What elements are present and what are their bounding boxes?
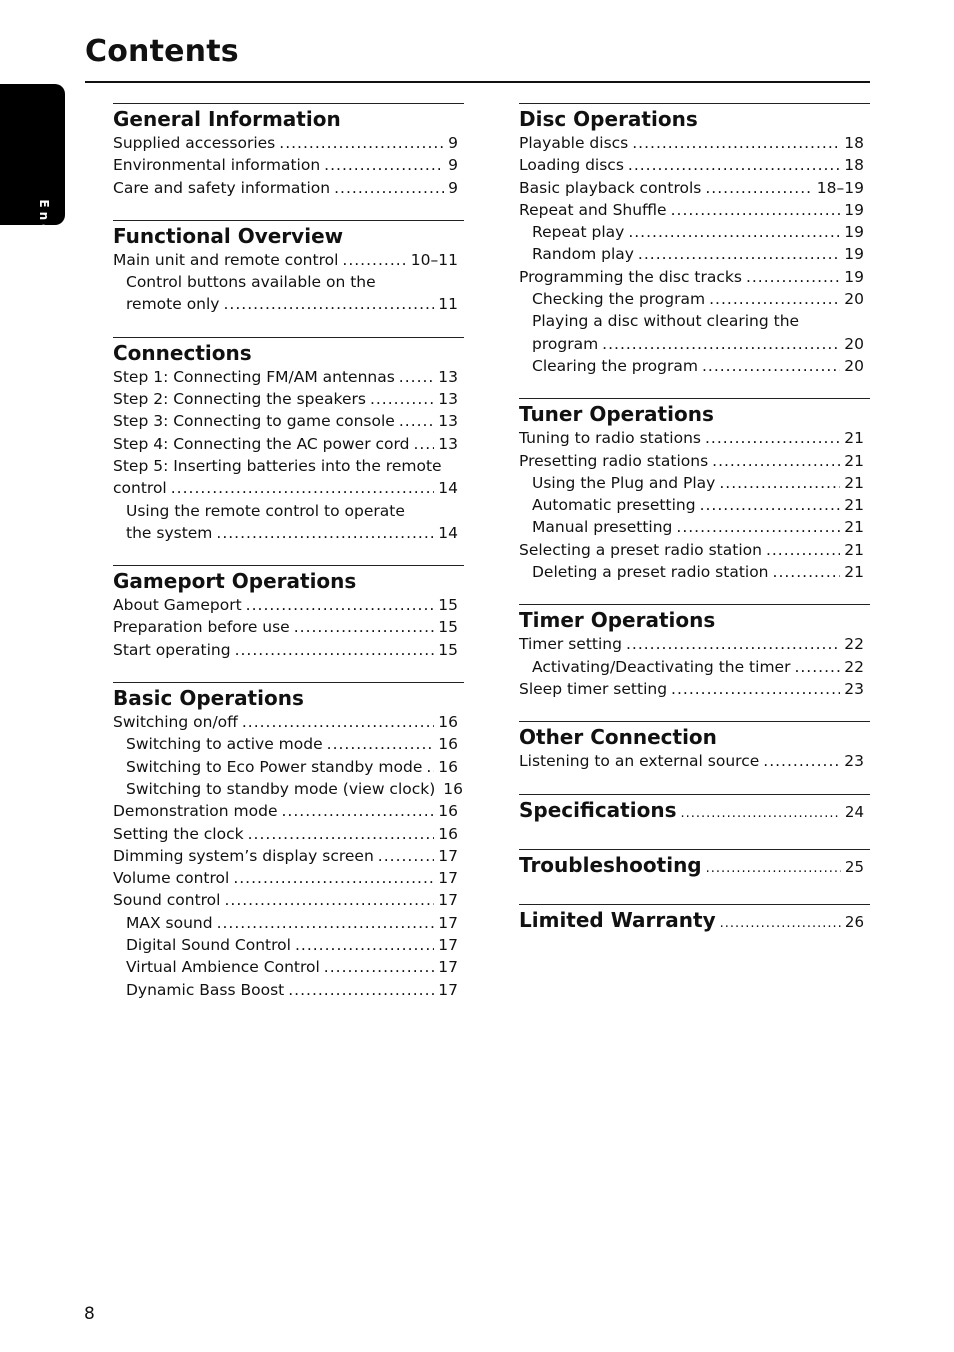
toc-entry[interactable]: [113, 733, 458, 755]
toc-entry-page: 21: [844, 496, 864, 515]
toc-entry[interactable]: [519, 154, 864, 176]
toc-entry-label: Step 4: Connecting the AC power cord: [113, 434, 410, 453]
toc-entry-label: Step 3: Connecting to game console: [113, 412, 395, 431]
dot-leader: [712, 450, 840, 472]
toc-entry-page: 20: [844, 290, 864, 309]
dot-leader: [413, 433, 434, 455]
toc-entry-page: 25: [844, 857, 864, 876]
toc-entry-label: Specifications: [519, 797, 677, 822]
toc-entry-page: 18: [844, 156, 864, 175]
title-divider: [85, 81, 870, 83]
dot-leader: [773, 561, 841, 583]
toc-entry-label: Virtual Ambience Control: [126, 958, 320, 977]
section-tuner-operations: [519, 398, 870, 583]
dot-leader: [426, 756, 434, 778]
dot-leader: [281, 800, 434, 822]
toc-entry[interactable]: [113, 823, 458, 845]
toc-entry[interactable]: [519, 561, 864, 583]
toc-entry[interactable]: [519, 795, 864, 829]
toc-entry-list: [113, 132, 464, 199]
dot-leader: [295, 934, 434, 956]
section-basic-operations: [113, 682, 464, 1001]
toc-entry[interactable]: [113, 756, 458, 778]
toc-entry[interactable]: [519, 905, 864, 939]
dot-leader: [628, 221, 840, 243]
toc-entry-label: Volume control: [113, 869, 230, 888]
toc-entry[interactable]: [519, 355, 864, 377]
toc-entry[interactable]: [113, 433, 458, 455]
toc-entry[interactable]: [113, 500, 458, 522]
toc-entry-page: 15: [438, 618, 458, 637]
right-column: [519, 103, 870, 959]
toc-entry-page: 9: [448, 156, 458, 175]
toc-entry[interactable]: [519, 266, 864, 288]
toc-entry[interactable]: [519, 243, 864, 265]
toc-entry[interactable]: [113, 455, 458, 477]
dot-leader: [706, 854, 841, 884]
dot-leader: [626, 633, 840, 655]
toc-entry[interactable]: [113, 956, 458, 978]
toc-entry-page: 15: [438, 640, 458, 659]
toc-entry-page: 16: [438, 757, 458, 776]
toc-entry-page: 15: [438, 596, 458, 615]
toc-entry[interactable]: [519, 310, 864, 332]
toc-entry-label: Basic playback controls: [519, 178, 702, 197]
dot-leader: [216, 522, 434, 544]
toc-entry-label: Start operating: [113, 640, 231, 659]
toc-entry-page: 17: [438, 980, 458, 999]
toc-entry-label: MAX sound: [126, 913, 213, 932]
toc-entry-label: Step 1: Connecting FM/AM antennas: [113, 367, 395, 386]
toc-entry-label: Activating/Deactivating the timer: [532, 657, 791, 676]
toc-entry-page: 17: [438, 913, 458, 932]
toc-entry-label: Switching to active mode: [126, 735, 323, 754]
toc-entry-page: 17: [438, 869, 458, 888]
toc-entry-label: Dimming system’s display screen: [113, 846, 374, 865]
toc-entry-page: 14: [438, 479, 458, 498]
section-title: Tuner Operations: [519, 402, 714, 427]
toc-entry-label: control: [113, 479, 167, 498]
toc-entry[interactable]: [113, 477, 458, 499]
toc-entry-page: 13: [438, 390, 458, 409]
section-title: Other Connection: [519, 725, 717, 750]
toc-entry[interactable]: [113, 249, 458, 271]
dot-leader: [217, 912, 435, 934]
section-general-information: [113, 103, 464, 199]
toc-entry[interactable]: [113, 271, 458, 293]
toc-entry-label: Supplied accessories: [113, 134, 276, 152]
toc-entry[interactable]: [519, 177, 864, 199]
dot-leader: [720, 909, 841, 939]
language-tab: [0, 84, 65, 277]
toc-entry-page: 13: [438, 434, 458, 453]
toc-entry[interactable]: [519, 678, 864, 700]
toc-entry-label: Tuning to radio stations: [519, 429, 701, 448]
toc-entry[interactable]: [519, 472, 864, 494]
section-title: Disc Operations: [519, 107, 698, 131]
toc-entry-label: Dynamic Bass Boost: [126, 980, 285, 999]
toc-entry-page: 16: [438, 824, 458, 843]
big-entries: [519, 794, 870, 939]
toc-entry-page: 21: [844, 563, 864, 582]
dot-leader: [279, 132, 444, 154]
dot-leader: [378, 845, 434, 867]
toc-entry-label: Using the remote control to operate: [126, 501, 405, 520]
toc-entry[interactable]: [113, 594, 458, 616]
toc-entry[interactable]: [519, 427, 864, 449]
toc-entry[interactable]: [519, 494, 864, 516]
toc-entry-label: Troubleshooting: [519, 852, 702, 877]
dot-leader: [399, 410, 434, 432]
toc-entry-list: [519, 427, 870, 583]
toc-entry[interactable]: [519, 516, 864, 538]
toc-entry-page: 22: [844, 635, 864, 654]
toc-entry[interactable]: [519, 288, 864, 310]
toc-entry[interactable]: [113, 616, 458, 638]
toc-entry[interactable]: [113, 132, 458, 154]
dot-leader: [705, 177, 812, 199]
toc-entry-label: Setting the clock: [113, 824, 244, 843]
toc-entry-label: Playable discs: [519, 134, 629, 152]
dot-leader: [342, 249, 406, 271]
toc-entry[interactable]: [519, 539, 864, 561]
toc-entry-label: Automatic presetting: [532, 496, 696, 515]
toc-entry[interactable]: [113, 845, 458, 867]
toc-entry-label: Using the Plug and Play: [532, 473, 716, 492]
toc-entry[interactable]: [113, 912, 458, 934]
toc-entry-label: Timer setting: [519, 635, 622, 654]
toc-entry[interactable]: [519, 450, 864, 472]
dot-leader: [233, 867, 434, 889]
toc-entry-label: Control buttons available on the: [126, 273, 376, 292]
section-troubleshooting: [519, 849, 870, 884]
toc-entry-page: 17: [438, 891, 458, 910]
toc-entry-page: 20: [844, 334, 864, 353]
toc-entry-page: 19: [844, 223, 864, 242]
toc-entry-label: the system: [126, 523, 213, 542]
dot-leader: [171, 477, 435, 499]
section-gameport-operations: [113, 565, 464, 661]
dot-leader: [399, 366, 434, 388]
toc-entry-page: 9: [448, 178, 458, 197]
toc-entry-page: 18: [844, 134, 864, 152]
toc-entry-page: 21: [844, 451, 864, 470]
toc-entry-page: 23: [844, 679, 864, 698]
toc-entry-label: Playing a disc without clearing the: [532, 312, 800, 331]
toc-entry-label: Sound control: [113, 891, 221, 910]
toc-entry-label: Loading discs: [519, 156, 624, 175]
toc-entry-page: 22: [844, 657, 864, 676]
section-functional-overview: [113, 220, 464, 316]
toc-entry[interactable]: [519, 132, 864, 154]
toc-entry-label: Limited Warranty: [519, 907, 716, 932]
section-title: Functional Overview: [113, 223, 344, 248]
toc-entry-page: 16: [443, 779, 464, 798]
toc-entry-page: 19: [844, 200, 864, 219]
section-title: Timer Operations: [519, 608, 716, 633]
dot-leader: [235, 639, 435, 661]
dot-leader: [288, 979, 434, 1001]
section-other-connection: [519, 721, 870, 772]
toc-entry-list: [519, 132, 870, 377]
toc-entry[interactable]: [113, 388, 458, 410]
toc-entry-label: Random play: [532, 245, 634, 264]
toc-entry[interactable]: [519, 199, 864, 221]
toc-entry-list: [113, 366, 464, 544]
toc-entry-label: Selecting a preset radio station: [519, 540, 762, 559]
toc-entry-page: 16: [438, 802, 458, 821]
section-title: Connections: [113, 340, 252, 365]
toc-entry[interactable]: [113, 293, 458, 315]
dot-leader: [242, 711, 434, 733]
dot-leader: [327, 733, 435, 755]
dot-leader: [246, 594, 435, 616]
toc-entry[interactable]: [113, 711, 458, 733]
dot-leader: [628, 154, 840, 176]
toc-entry-list: [113, 249, 464, 316]
toc-entry-label: remote only: [126, 295, 220, 314]
toc-entry-page: 19: [844, 245, 864, 264]
toc-entry-page: 19: [844, 267, 864, 286]
toc-entry-page: 24: [844, 802, 864, 821]
toc-entry-label: Preparation before use: [113, 618, 290, 637]
dot-leader: [794, 656, 840, 678]
toc-entry-page: 13: [438, 412, 458, 431]
toc-entry-page: 21: [844, 429, 864, 448]
section-title: Gameport Operations: [113, 569, 357, 594]
toc-entry-list: [519, 750, 870, 772]
toc-entry-page: 16: [438, 713, 458, 732]
toc-entry-page: 20: [844, 356, 864, 375]
toc-entry-page: 21: [844, 518, 864, 537]
toc-entry-label: Repeat play: [532, 223, 625, 242]
toc-entry-label: Programming the disc tracks: [519, 267, 742, 286]
toc-entry-label: Care and safety information: [113, 178, 331, 197]
toc-entry-label: Manual presetting: [532, 518, 673, 537]
toc-entry-label: Digital Sound Control: [126, 936, 291, 955]
right-sections: [519, 103, 870, 773]
toc-entry[interactable]: [113, 778, 464, 800]
language-tab-label: English: [37, 199, 51, 277]
dot-leader: [638, 243, 840, 265]
toc-entry[interactable]: [113, 867, 458, 889]
dot-leader: [294, 616, 435, 638]
toc-entry-label: program: [532, 334, 599, 353]
section-title: Basic Operations: [113, 686, 304, 711]
toc-entry-label: Switching to Eco Power standby mode: [126, 757, 423, 776]
toc-entry[interactable]: [113, 366, 458, 388]
dot-leader: [680, 799, 840, 829]
toc-entry[interactable]: [113, 154, 458, 176]
toc-entry[interactable]: [519, 333, 864, 355]
dot-leader: [709, 288, 840, 310]
dot-leader: [248, 823, 435, 845]
toc-entry-label: Checking the program: [532, 290, 706, 309]
dot-leader: [763, 750, 840, 772]
toc-entry-list: [519, 633, 870, 700]
toc-entry-page: 26: [844, 912, 864, 931]
dot-leader: [370, 388, 434, 410]
dot-leader: [676, 516, 840, 538]
toc-entry-label: Switching on/off: [113, 713, 238, 732]
toc-entry-label: Switching to standby mode (view clock): [126, 779, 436, 798]
toc-entry-label: Step 2: Connecting the speakers: [113, 390, 366, 409]
toc-entry-page: 21: [844, 540, 864, 559]
toc-entry-label: Deleting a preset radio station: [532, 563, 769, 582]
toc-entry[interactable]: [113, 177, 458, 199]
toc-entry-page: 18–19: [816, 178, 864, 197]
section-timer-operations: [519, 604, 870, 700]
toc-entry-page: 17: [438, 936, 458, 955]
toc-entry[interactable]: [519, 221, 864, 243]
toc-entry[interactable]: [113, 410, 458, 432]
toc-entry[interactable]: [113, 522, 458, 544]
toc-entry-page: 14: [438, 523, 458, 542]
toc-entry-page: 16: [438, 735, 458, 754]
dot-leader: [671, 199, 841, 221]
toc-entry-label: Listening to an external source: [519, 752, 760, 771]
dot-leader: [334, 177, 444, 199]
toc-entry-label: Main unit and remote control: [113, 250, 339, 269]
toc-entry-page: 9: [448, 134, 458, 152]
dot-leader: [632, 132, 840, 154]
dot-leader: [705, 427, 840, 449]
toc-entry-page: 10–11: [410, 250, 458, 269]
left-column: [113, 103, 464, 1022]
dot-leader: [324, 154, 444, 176]
toc-entry-page: 23: [844, 752, 864, 771]
toc-entry-page: 21: [844, 473, 864, 492]
dot-leader: [766, 539, 840, 561]
toc-entry-label: Sleep timer setting: [519, 679, 668, 698]
toc-entry[interactable]: [519, 656, 864, 678]
dot-leader: [671, 678, 840, 700]
section-disc-operations: [519, 103, 870, 377]
toc-entry[interactable]: [113, 800, 458, 822]
toc-entry-page: 13: [438, 367, 458, 386]
toc-entry-page: 17: [438, 958, 458, 977]
section-title: General Information: [113, 107, 341, 131]
toc-entry[interactable]: [113, 889, 458, 911]
toc-entry[interactable]: [519, 850, 864, 884]
dot-leader: [700, 494, 841, 516]
dot-leader: [223, 293, 434, 315]
toc-entry[interactable]: [113, 934, 458, 956]
toc-entry-list: [113, 711, 464, 1001]
toc-entry-label: Clearing the program: [532, 356, 698, 375]
toc-entry-label: Step 5: Inserting batteries into the remote: [113, 456, 442, 475]
toc-entry-page: 17: [438, 846, 458, 865]
dot-leader: [719, 472, 840, 494]
section-specifications: [519, 794, 870, 829]
toc-entry-label: About Gameport: [113, 596, 242, 615]
dot-leader: [324, 956, 434, 978]
toc-entry[interactable]: [113, 979, 458, 1001]
dot-leader: [702, 355, 840, 377]
dot-leader: [602, 333, 840, 355]
toc-entry-page: 11: [438, 295, 458, 314]
page-title: Contents: [85, 34, 239, 69]
toc-entry-label: Presetting radio stations: [519, 451, 709, 470]
section-connections: [113, 337, 464, 544]
toc-entry-list: [113, 594, 464, 661]
toc-entry-label: Demonstration mode: [113, 802, 278, 821]
page-number: 8: [84, 1304, 95, 1324]
toc-entry-label: Environmental information: [113, 156, 321, 175]
dot-leader: [746, 266, 840, 288]
dot-leader: [224, 889, 434, 911]
toc-entry-label: Repeat and Shuffle: [519, 200, 667, 219]
section-limited-warranty: [519, 904, 870, 939]
toc-entry[interactable]: [113, 639, 458, 661]
toc-entry[interactable]: [519, 633, 864, 655]
toc-entry[interactable]: [519, 750, 864, 772]
